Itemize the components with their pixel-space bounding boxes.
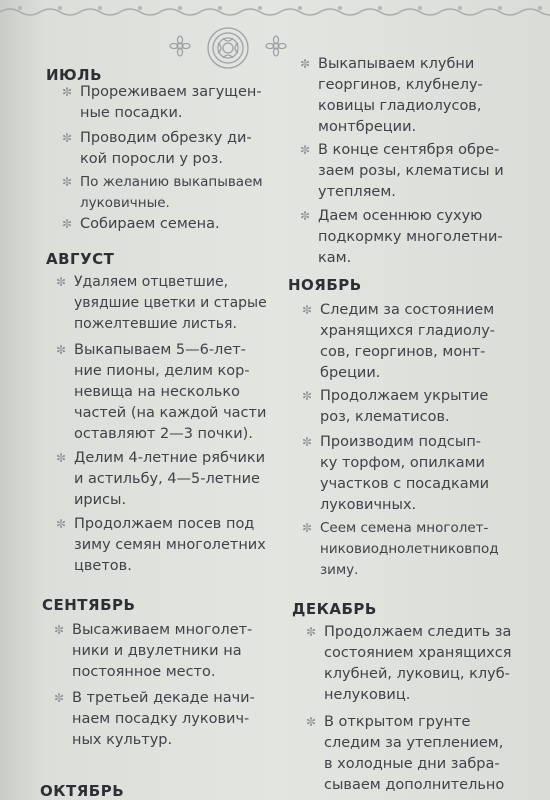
november-item-1: ✼ Следим за состоянием хранящихся гладиолу- сов, георгинов, монт- бреции. bbox=[302, 302, 496, 381]
october-item-1: ✼ Выкапываем клубни георгинов, клубнелу- ковицы гладиолусов, монтбреции. bbox=[300, 56, 483, 135]
july-item-4: ✼ Собираем семена. bbox=[80, 214, 220, 235]
december-item-1: ✼ Продолжаем следить за состоянием хранящихся клубней, луковиц, клуб- нелуковиц. bbox=[306, 624, 512, 703]
bullet-star-icon: ✼ bbox=[56, 451, 67, 465]
rose-ornament-icon bbox=[168, 26, 288, 70]
bullet-star-icon: ✼ bbox=[300, 57, 311, 71]
bullet-star-icon: ✼ bbox=[300, 209, 311, 223]
bullet-star-icon: ✼ bbox=[62, 85, 73, 99]
september-item-2: ✼ В третьей декаде начи- наем посадку лукович- ных культур. bbox=[54, 690, 255, 748]
floral-border bbox=[0, 4, 550, 20]
october-item-2: ✼ В конце сентября обре- заем розы, клематисы и утепляем. bbox=[300, 142, 504, 200]
bullet-star-icon: ✼ bbox=[62, 217, 73, 231]
bullet-star-icon: ✼ bbox=[56, 343, 67, 357]
november-heading: НОЯБРЬ bbox=[288, 276, 362, 294]
august-item-1: ✼ Удаляем отцветшие, увядшие цветки и старые пожелтевшие листья. bbox=[56, 274, 267, 332]
bullet-star-icon: ✼ bbox=[300, 143, 311, 157]
bullet-star-icon: ✼ bbox=[62, 175, 73, 189]
bullet-star-icon: ✼ bbox=[54, 691, 65, 705]
october-item-3: ✼ Даем осеннюю сухую подкормку многолетни- кам. bbox=[300, 208, 503, 266]
august-item-4: ✼ Продолжаем посев под зиму семян многолетних цветов. bbox=[56, 516, 266, 574]
bullet-star-icon: ✼ bbox=[306, 715, 317, 729]
august-item-2: ✼ Выкапываем 5—6-лет- ние пионы, делим кор- невища на несколько частей (на каждой части оставляют 2—3 почки). bbox=[56, 342, 267, 442]
bullet-star-icon: ✼ bbox=[302, 389, 313, 403]
december-heading: ДЕКАБРЬ bbox=[292, 600, 377, 618]
bullet-star-icon: ✼ bbox=[306, 625, 317, 639]
bullet-star-icon: ✼ bbox=[302, 521, 313, 535]
bullet-star-icon: ✼ bbox=[56, 517, 67, 531]
bullet-star-icon: ✼ bbox=[56, 275, 67, 289]
bullet-star-icon: ✼ bbox=[54, 623, 65, 637]
november-item-2: ✼ Продолжаем укрытие роз, клематисов. bbox=[302, 388, 489, 425]
bullet-star-icon: ✼ bbox=[302, 435, 313, 449]
july-heading: ИЮЛЬ bbox=[46, 66, 103, 84]
november-item-3: ✼ Производим подсып- ку торфом, опилками участков с посадками луковичных. bbox=[302, 434, 490, 513]
july-item-3: ✼ По желанию выкапываем луковичные. bbox=[62, 174, 263, 211]
november-item-4: ✼ Сеем семена многолет- никовиоднолетниковпод зиму. bbox=[302, 520, 499, 578]
december-item-2: ✼ В открытом грунте следим за утеплением, в холодные дни забра- сываем дополнительно bbox=[306, 714, 505, 793]
july-item-2: ✼ Проводим обрезку ди- кой поросли у роз. bbox=[62, 130, 252, 167]
july-item-1: ✼ Прореживаем загущен- ные посадки. bbox=[62, 84, 262, 121]
august-heading: АВГУСТ bbox=[46, 250, 115, 268]
august-item-3: ✼ Делим 4-летние рябчики и астильбу, 4—5-летние ирисы. bbox=[56, 450, 266, 508]
october-heading: ОКТЯБРЬ bbox=[40, 782, 125, 800]
bullet-star-icon: ✼ bbox=[302, 303, 313, 317]
september-item-1: ✼ Высаживаем многолет- ники и двулетники на постоянное место. bbox=[54, 622, 253, 680]
bullet-star-icon: ✼ bbox=[62, 131, 73, 145]
september-heading: СЕНТЯБРЬ bbox=[42, 596, 136, 614]
